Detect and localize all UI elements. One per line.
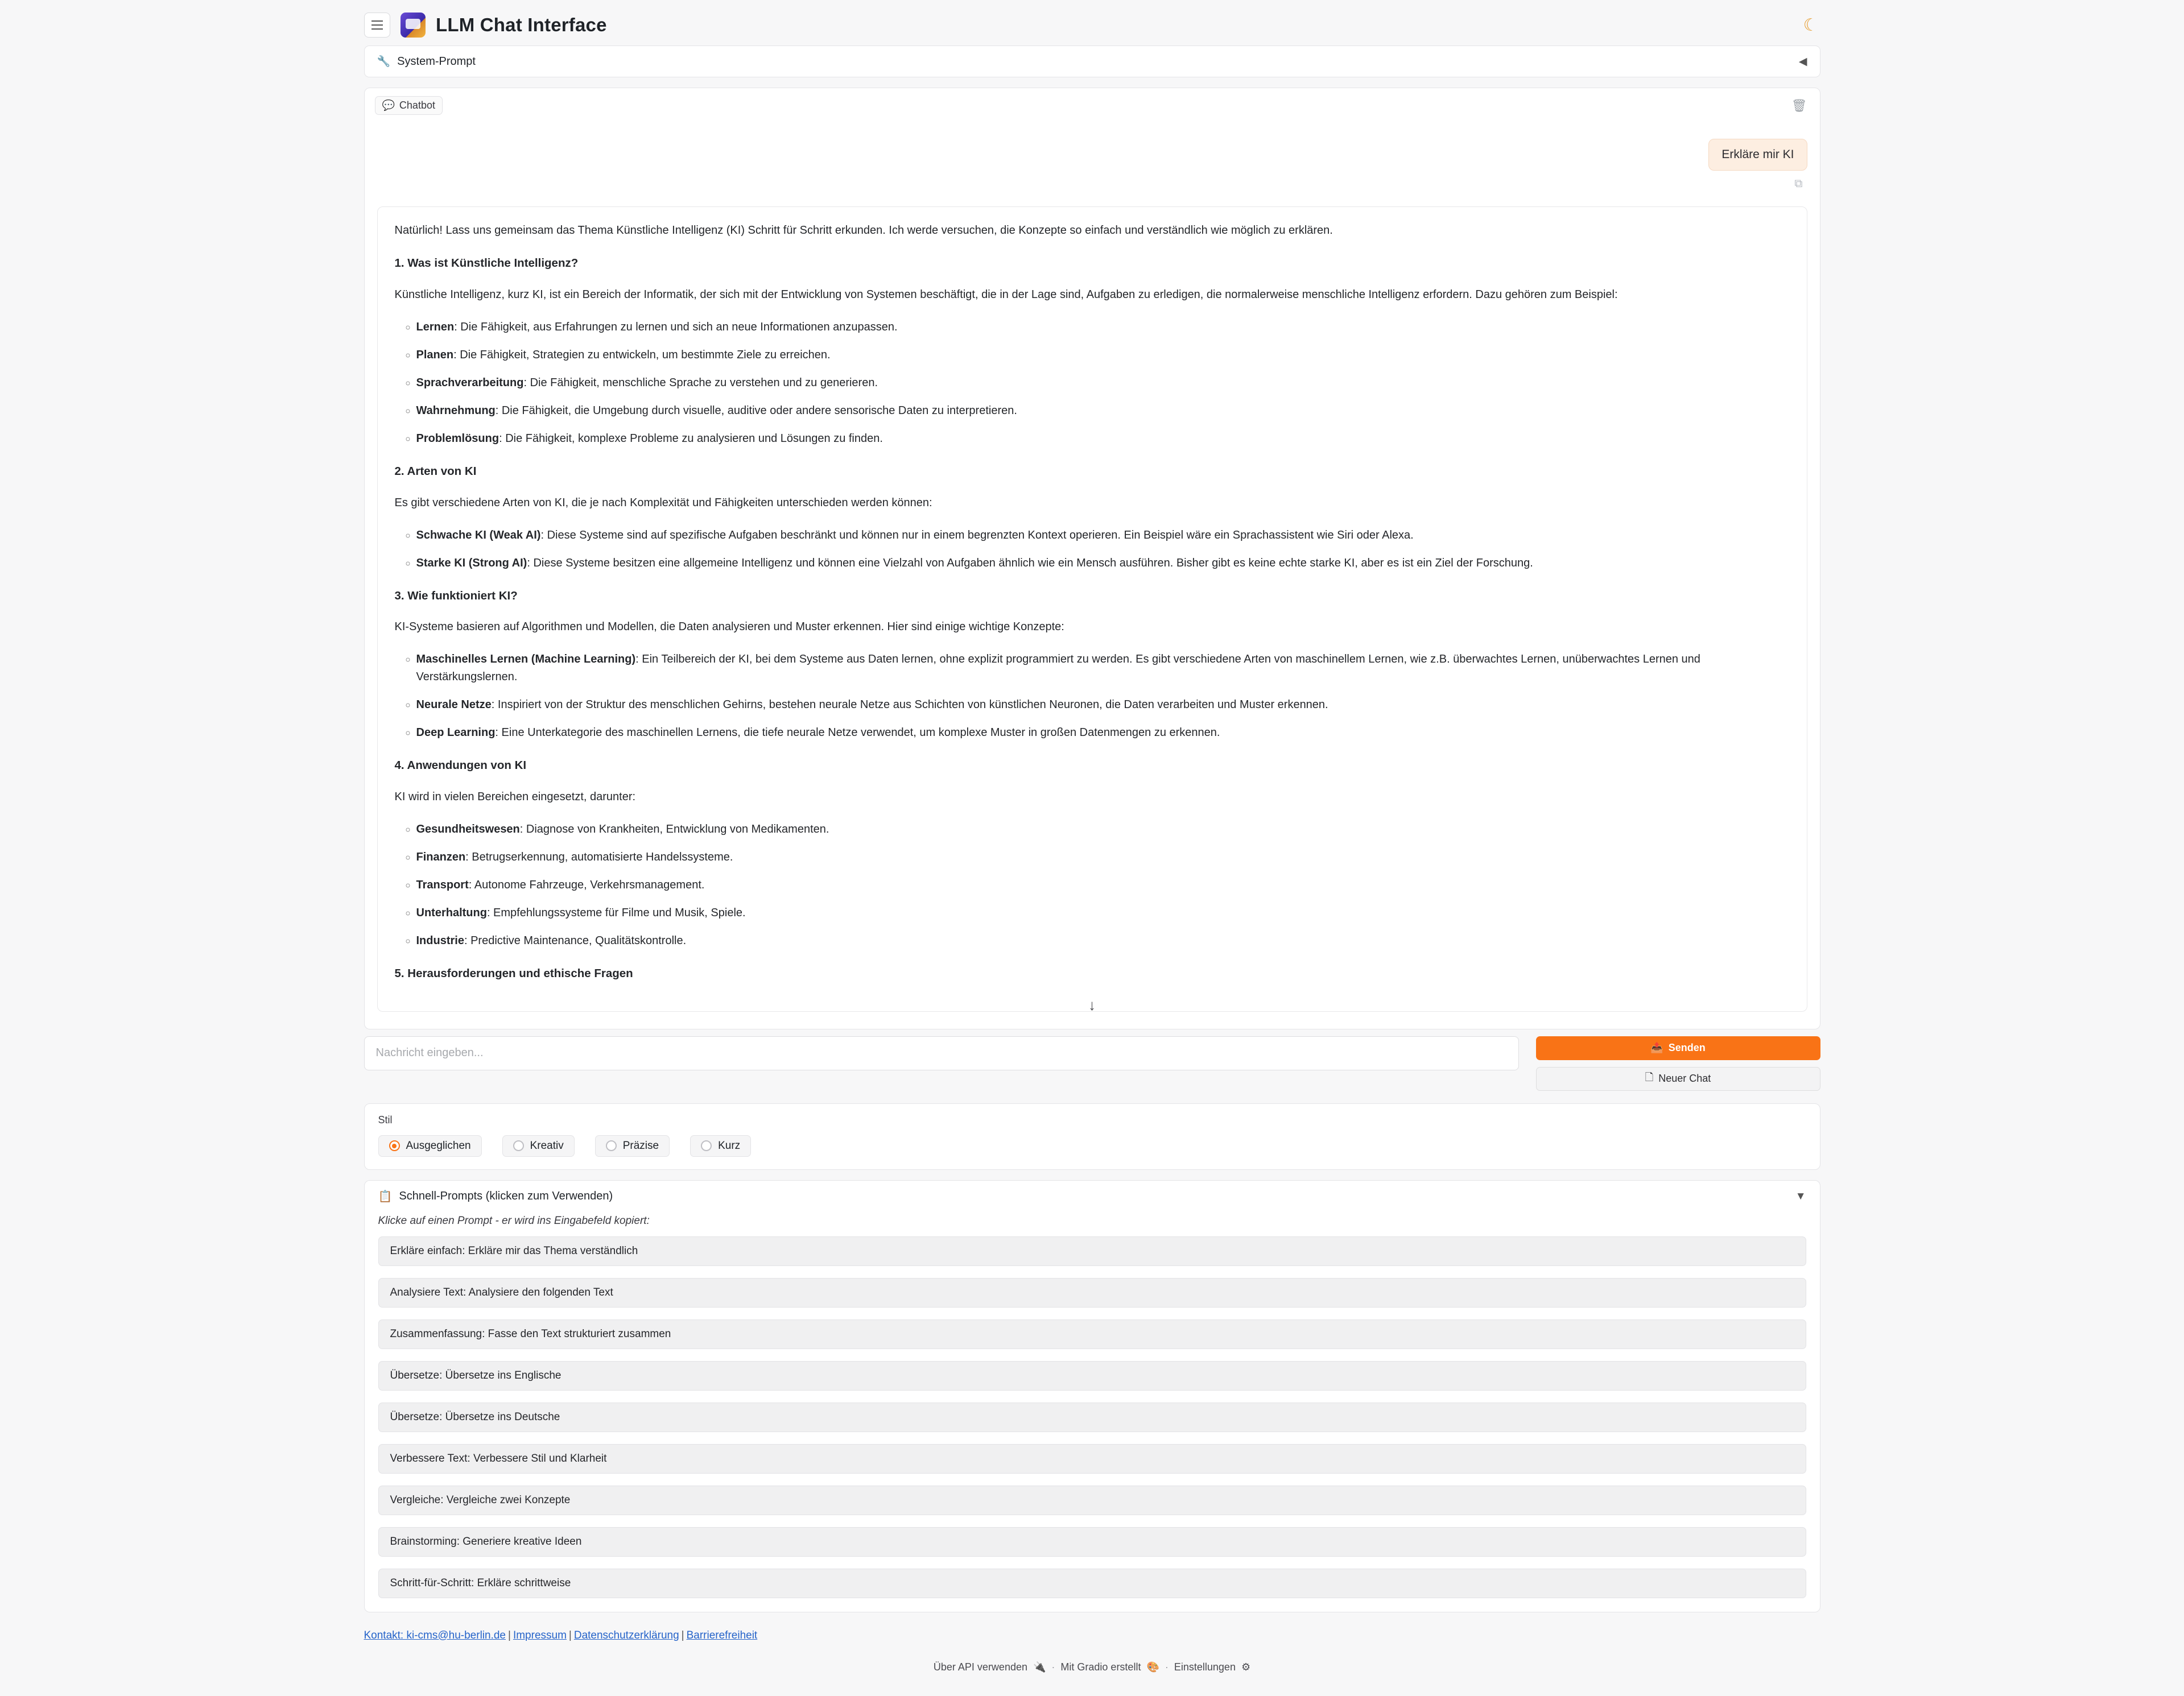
list-item-text: : Die Fähigkeit, Strategien zu entwickeln, um bestimmte Ziele zu erreichen.	[453, 348, 831, 361]
list-item-term: Unterhaltung	[416, 907, 487, 920]
chatbot-panel	[364, 88, 1820, 1029]
list-item	[416, 318, 1790, 336]
footer-separator: ·	[1165, 1661, 1169, 1673]
quick-prompt-item[interactable]: Übersetze: Übersetze ins Deutsche	[378, 1403, 1806, 1432]
style-option-label: Ausgeglichen	[406, 1139, 471, 1152]
message-input[interactable]	[364, 1036, 1519, 1070]
quick-prompts-hint: Klicke auf einen Prompt - er wird ins Eingabefeld kopiert:	[378, 1214, 650, 1227]
list-item	[416, 527, 1790, 544]
app-header	[0, 0, 2184, 45]
plug-icon: 🔌	[1033, 1661, 1046, 1673]
assistant-list	[395, 318, 1790, 448]
chevron-down-icon[interactable]: ▼	[1795, 1190, 1806, 1202]
quick-prompt-item[interactable]: Brainstorming: Generiere kreative Ideen	[378, 1527, 1806, 1557]
chatbot-header	[365, 88, 1820, 117]
send-button-label: Senden	[1668, 1042, 1706, 1054]
quick-prompt-item[interactable]: Verbessere Text: Verbessere Stil und Klarheit	[378, 1444, 1806, 1474]
user-message: Erkläre mir KI	[1708, 139, 1807, 171]
chatbot-label	[375, 96, 443, 115]
list-item	[416, 555, 1790, 572]
list-item-text: : Die Fähigkeit, komplexe Probleme zu analysieren und Lösungen zu finden.	[499, 432, 883, 445]
assistant-heading: 5. Herausforderungen und ethische Fragen	[394, 967, 633, 981]
quick-prompts-panel	[364, 1180, 1820, 1612]
chat-messages	[365, 117, 1820, 1029]
scroll-down-icon[interactable]: ↓	[1088, 996, 1096, 1014]
list-item	[416, 724, 1790, 742]
assistant-heading: 4. Anwendungen von KI	[394, 759, 527, 772]
style-option-praezise[interactable]	[595, 1135, 670, 1157]
assistant-paragraph: Es gibt verschiedene Arten von KI, die je nach Komplexität und Fähigkeiten unterschieden werden können:	[394, 496, 932, 509]
list-item-text: : Diese Systeme sind auf spezifische Aufgaben beschränkt und können nur in einem begrenzten Kontext operieren. Ein Beispiel wäre ein Sprachassistent wie Siri oder Alexa.	[540, 528, 1414, 541]
list-item	[416, 651, 1790, 686]
app-logo-icon	[401, 13, 426, 38]
datenschutz-link[interactable]: Datenschutzerklärung	[573, 1629, 679, 1641]
quick-prompts-list	[365, 1236, 1820, 1598]
radio-icon	[513, 1140, 524, 1151]
list-item-term: Problemlösung	[416, 432, 499, 445]
system-prompt-label: System-Prompt	[397, 55, 476, 68]
list-item-text: : Diagnose von Krankheiten, Entwicklung von Medikamenten.	[519, 823, 829, 836]
list-item-text: : Ein Teilbereich der KI, bei dem Systeme aus Daten lernen, ohne explizit programmiert zu werden. Es gibt verschiedene Arten von maschinellem Lernen, wie z.B. überwachtes Lernen, unüberwachtes Lernen und Verstärkungslernen.	[416, 653, 1700, 684]
footer-separator: ·	[1051, 1661, 1055, 1673]
gear-icon: ⚙	[1241, 1661, 1251, 1673]
list-item-term: Sprachverarbeitung	[416, 376, 524, 389]
list-item-term: Schwache KI (Weak AI)	[416, 528, 541, 541]
assistant-intro: Natürlich! Lass uns gemeinsam das Thema Künstliche Intelligenz (KI) Schritt für Schritt erkunden. Ich werde versuchen, die Konzepte so einfach und verständlich wie möglich zu erklären.	[394, 224, 1333, 237]
quick-prompt-item[interactable]: Schritt-für-Schritt: Erkläre schrittweise	[378, 1569, 1806, 1598]
composer	[364, 1036, 1820, 1091]
style-option-ausgeglichen[interactable]	[378, 1135, 482, 1157]
send-button[interactable]	[1536, 1036, 1820, 1060]
list-item-text: : Empfehlungssysteme für Filme und Musik, Spiele.	[486, 907, 746, 920]
radio-icon	[606, 1140, 617, 1151]
main-content	[364, 45, 1820, 1642]
style-option-kurz[interactable]	[690, 1135, 751, 1157]
built-with-gradio-link[interactable]: Mit Gradio erstellt	[1060, 1661, 1141, 1673]
list-item-text: : Die Fähigkeit, menschliche Sprache zu verstehen und zu generieren.	[523, 376, 878, 389]
hamburger-icon[interactable]	[364, 13, 390, 38]
list-item-text: : Autonome Fahrzeuge, Verkehrsmanagement.	[468, 879, 705, 892]
quick-prompts-title: Schnell-Prompts (klicken zum Verwenden)	[399, 1190, 613, 1203]
style-option-kreativ[interactable]	[502, 1135, 575, 1157]
list-item-term: Planen	[416, 348, 454, 361]
list-item	[416, 374, 1790, 392]
new-file-icon: 🗋	[1645, 1071, 1654, 1083]
settings-link[interactable]: Einstellungen	[1174, 1661, 1236, 1673]
user-message-row	[377, 139, 1807, 171]
list-item-text: : Betrugserkennung, automatisierte Handelssysteme.	[465, 851, 733, 864]
quick-prompt-item[interactable]: Zusammenfassung: Fasse den Text strukturiert zusammen	[378, 1319, 1806, 1349]
barrierefreiheit-link[interactable]: Barrierefreiheit	[686, 1629, 758, 1641]
moon-icon[interactable]: ☾	[1803, 16, 1819, 35]
list-item	[416, 904, 1790, 922]
list-item-term: Gesundheitswesen	[416, 823, 520, 836]
list-item-term: Lernen	[416, 320, 455, 333]
quick-prompt-item[interactable]: Analysiere Text: Analysiere den folgenden Text	[378, 1278, 1806, 1308]
list-item-term: Wahrnehmung	[416, 404, 496, 417]
chatbot-label-text: Chatbot	[399, 100, 435, 111]
system-prompt-accordion[interactable]	[364, 45, 1820, 77]
page-title: LLM Chat Interface	[436, 14, 607, 35]
list-item-text: : Diese Systeme besitzen eine allgemeine Intelligenz und können eine Vielzahl von Aufgaben ähnlich wie ein Mensch ausführen. Bisher gibt es keine echte starke KI, aber es ist ein Ziel der Forschung.	[527, 556, 1533, 569]
list-item-text: : Die Fähigkeit, die Umgebung durch visuelle, auditive oder andere sensorische Daten zu interpretieren.	[495, 404, 1017, 417]
radio-icon	[701, 1140, 712, 1151]
list-item-term: Industrie	[416, 934, 464, 948]
list-item-text: : Eine Unterkategorie des maschinellen Lernens, die tiefe neurale Netze verwendet, um komplexe Muster in großen Datenmengen zu erkennen.	[495, 726, 1220, 739]
quick-prompt-item[interactable]: Übersetze: Übersetze ins Englische	[378, 1361, 1806, 1391]
list-item-term: Neurale Netze	[416, 698, 492, 712]
send-icon: 📤	[1650, 1042, 1663, 1054]
trash-icon[interactable]: 🗑	[1791, 98, 1807, 113]
list-item-text: : Die Fähigkeit, aus Erfahrungen zu lernen und sich an neue Informationen anzupassen.	[454, 320, 898, 333]
chevron-left-icon[interactable]: ◀	[1798, 55, 1807, 68]
list-item	[416, 696, 1790, 714]
use-via-api-link[interactable]: Über API verwenden	[933, 1661, 1027, 1673]
contact-link[interactable]: Kontakt: ki-cms@hu-berlin.de	[364, 1629, 506, 1641]
new-chat-button-label: Neuer Chat	[1658, 1073, 1711, 1085]
assistant-message	[377, 206, 1807, 1012]
list-item	[416, 346, 1790, 364]
style-selector-label: Stil	[378, 1114, 393, 1126]
assistant-list	[395, 651, 1790, 742]
new-chat-button[interactable]	[1536, 1067, 1820, 1091]
copy-icon[interactable]: ⧉	[1794, 177, 1803, 190]
quick-prompt-item[interactable]: Erkläre einfach: Erkläre mir das Thema verständlich	[378, 1236, 1806, 1266]
list-item	[416, 430, 1790, 448]
list-item-term: Maschinelles Lernen (Machine Learning)	[416, 653, 636, 666]
list-item-term: Transport	[416, 879, 469, 892]
list-item-term: Starke KI (Strong AI)	[416, 556, 527, 569]
composer-buttons	[1536, 1036, 1820, 1091]
list-item	[416, 402, 1790, 420]
radio-icon	[389, 1140, 400, 1151]
list-item	[416, 932, 1790, 950]
style-options	[378, 1135, 1806, 1157]
list-item-text: : Predictive Maintenance, Qualitätskontrolle.	[464, 934, 687, 948]
wrench-icon: 🔧	[377, 56, 391, 68]
footer-links: Kontakt: ki-cms@hu-berlin.de | Impressum | Datenschutzerklärung | Barrierefreiheit	[364, 1629, 758, 1641]
assistant-paragraph: KI-Systeme basieren auf Algorithmen und Modellen, die Daten analysieren und Muster erkennen. Hier sind einige wichtige Konzepte:	[394, 621, 1064, 634]
assistant-list	[395, 527, 1790, 572]
list-item	[416, 876, 1790, 894]
clipboard-icon: 📋	[378, 1190, 393, 1203]
quick-prompt-item[interactable]: Vergleiche: Vergleiche zwei Konzepte	[378, 1486, 1806, 1515]
assistant-list	[395, 821, 1790, 950]
palette-icon: 🎨	[1146, 1661, 1159, 1673]
list-item-term: Finanzen	[416, 851, 466, 864]
assistant-paragraph: KI wird in vielen Bereichen eingesetzt, darunter:	[394, 791, 636, 804]
style-option-label: Kreativ	[530, 1139, 564, 1152]
list-item-text: : Inspiriert von der Struktur des menschlichen Gehirns, bestehen neurale Netze aus Schichten von künstlichen Neuronen, die Daten verarbeiten und Muster erkennen.	[491, 698, 1328, 712]
list-item	[416, 821, 1790, 838]
assistant-paragraph: Künstliche Intelligenz, kurz KI, ist ein Bereich der Informatik, der sich mit der Entwicklung von Systemen beschäftigt, die in der Lage sind, Aufgaben zu erledigen, die normalerweise menschliche Intelligenz erfordern. Dazu gehören zum Beispiel:	[394, 288, 1618, 301]
chat-bubble-icon: 💬	[382, 100, 395, 111]
style-option-label: Präzise	[622, 1139, 659, 1152]
list-item-term: Deep Learning	[416, 726, 496, 739]
list-item	[416, 849, 1790, 866]
impressum-link[interactable]: Impressum	[513, 1629, 567, 1641]
assistant-heading: 1. Was ist Künstliche Intelligenz?	[394, 257, 579, 270]
style-selector	[364, 1103, 1820, 1170]
gradio-footer	[0, 1642, 2184, 1696]
style-option-label: Kurz	[718, 1139, 741, 1152]
assistant-heading: 3. Wie funktioniert KI?	[394, 589, 518, 602]
assistant-heading: 2. Arten von KI	[394, 464, 477, 478]
quick-prompts-header[interactable]	[365, 1181, 1820, 1213]
